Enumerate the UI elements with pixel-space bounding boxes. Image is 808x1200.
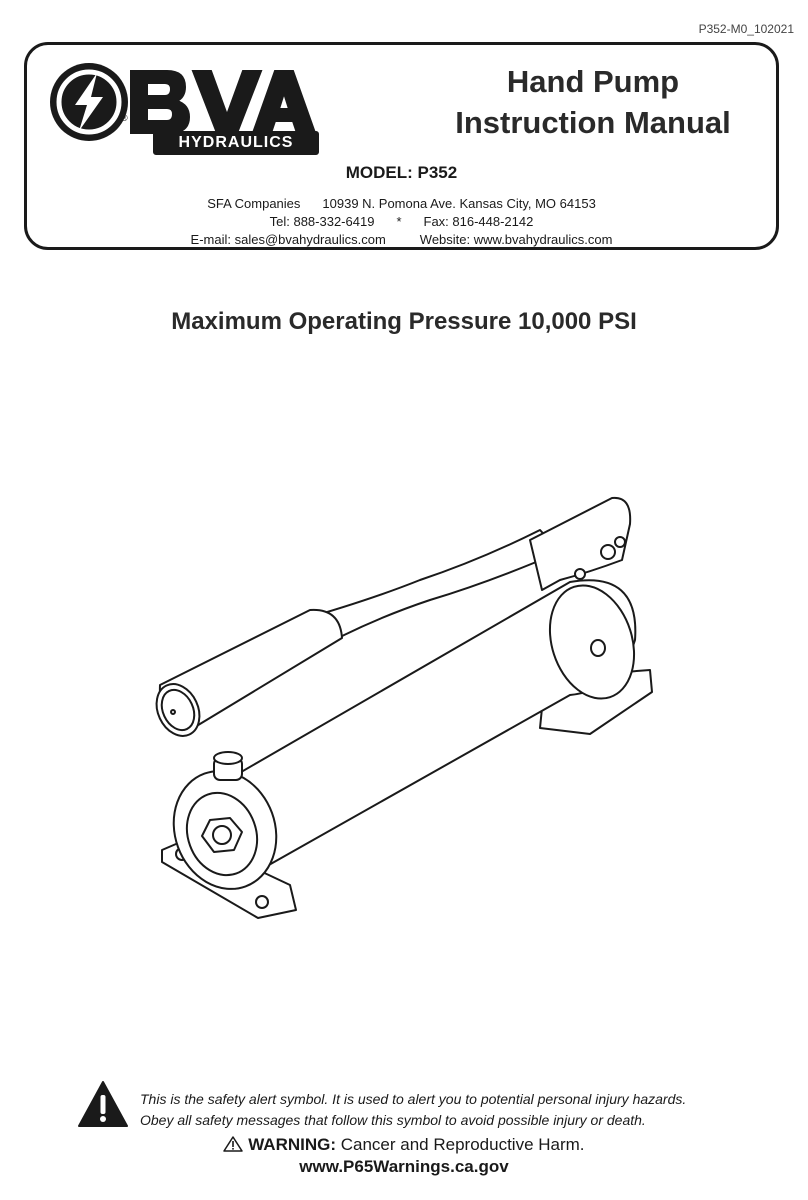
model-number: MODEL: P352 [345,163,458,182]
tel: Tel: 888-332-6419 [269,214,375,229]
fax: Fax: 816-448-2142 [423,214,534,229]
max-pressure-heading: Maximum Operating Pressure 10,000 PSI [171,308,637,335]
website: Website: www.bvahydraulics.com [419,232,613,247]
title-line-2: Instruction Manual [455,105,731,140]
safety-alert-text [140,1089,780,1131]
title-line-1: Hand Pump [506,64,680,99]
email-website-line [27,232,776,247]
header-box [24,42,779,250]
p65-url: www.P65Warnings.ca.gov [299,1157,509,1176]
registered-mark: ® [121,113,128,123]
company-address-line [27,196,776,211]
company-address: 10939 N. Pomona Ave. Kansas City, MO 64153 [322,196,596,211]
email: E-mail: sales@bvahydraulics.com [190,232,386,247]
phone-fax-line [27,214,776,229]
safety-line-1: This is the safety alert symbol. It is used to alert you to potential personal injury hazards. [140,1091,687,1107]
warning-label: WARNING: [248,1135,337,1154]
manual-title [428,61,758,143]
company-name: SFA Companies [207,196,301,211]
document-code: P352-M0_102021 [698,22,794,36]
hand-pump-illustration [150,490,660,920]
warning-text: Cancer and Reproductive Harm. [340,1135,585,1154]
separator: * [396,214,402,229]
safety-alert-triangle-icon [77,1080,129,1128]
safety-line-2: Obey all safety messages that follow this symbol to avoid possible injury or death. [140,1112,646,1128]
brand-tagline: HYDRAULICS [153,131,319,155]
warning-triangle-icon [223,1136,243,1152]
p65-warning [0,1135,808,1155]
